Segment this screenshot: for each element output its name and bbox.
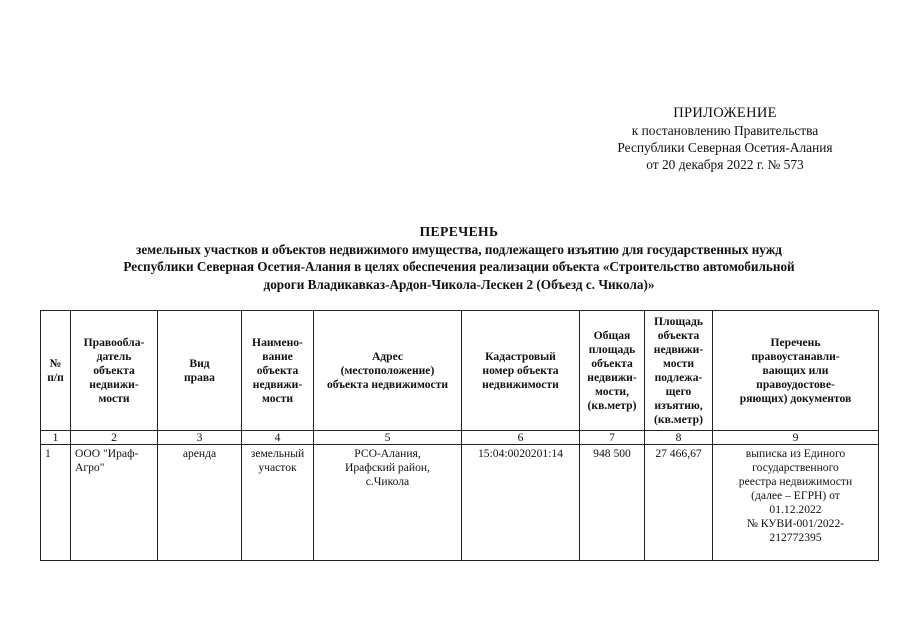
- cell-text-line: правоустанавли-: [751, 349, 840, 363]
- cell-text-line: реестра недвижимости: [738, 475, 853, 488]
- header-cell: [314, 311, 462, 431]
- total-area-cell: [580, 445, 645, 561]
- header-cell: [645, 311, 713, 431]
- address-cell: [314, 445, 462, 561]
- cell-text-line: права: [184, 370, 215, 384]
- cell-text-line: 212772395: [769, 531, 822, 544]
- header-cell: [462, 311, 580, 431]
- cell-text-line: с.Чикола: [365, 475, 410, 488]
- cell-text-line: государственного: [752, 461, 839, 474]
- cell-text-line: мости,: [595, 384, 629, 398]
- cell-text-line: земельный: [250, 447, 305, 460]
- cell-text-line: объекта: [93, 363, 135, 377]
- cell-text-line: изъятию,: [654, 398, 703, 412]
- cell-text-line: (кв.метр): [654, 412, 703, 426]
- cell-text-line: Ирафский район,: [345, 461, 430, 474]
- cell-text-line: п/п: [47, 370, 64, 384]
- cell-text-line: ряющих) документов: [739, 391, 852, 405]
- cell-text-line: объекта: [256, 363, 299, 377]
- table-header-row: [41, 311, 879, 431]
- column-number: 8: [645, 431, 713, 445]
- column-number: 2: [71, 431, 158, 445]
- appendix-line: Республики Северная Осетия-Алания: [617, 140, 833, 155]
- cell-text-line: объекта: [657, 328, 700, 342]
- cell-text-line: недвижи-: [89, 377, 139, 391]
- appendix-block: [560, 105, 890, 173]
- cell-text-line: объекта: [591, 356, 633, 370]
- cell-text-line: Агро": [75, 461, 105, 474]
- right-type-cell: [158, 445, 242, 561]
- header-cell: [580, 311, 645, 431]
- seized-area-cell: [645, 445, 713, 561]
- cell-text-line: Вид: [189, 356, 210, 370]
- title-line: дороги Владикавказ-Ардон-Чикола-Лескен 2 (Объезд с. Чикола)»: [263, 276, 655, 292]
- cadastral-number-cell: [462, 445, 580, 561]
- cell-text-line: аренда: [182, 447, 217, 460]
- cell-text-line: подлежа-: [654, 370, 703, 384]
- cell-text-line: Площадь: [654, 314, 703, 328]
- cell-text-line: мости: [98, 391, 130, 405]
- cell-text-line: Правообла-: [83, 335, 145, 349]
- cell-text-line: вающих или: [762, 363, 829, 377]
- cell-text-line: 15:04:0020201:14: [477, 447, 564, 460]
- cell-text-line: мости: [261, 391, 294, 405]
- cell-text-line: 01.12.2022: [769, 503, 822, 516]
- cell-text-line: участок: [258, 461, 297, 474]
- documents-cell: [713, 445, 879, 561]
- cell-text-line: 948 500: [593, 447, 631, 460]
- header-cell: [713, 311, 879, 431]
- title-heading: ПЕРЕЧЕНЬ: [419, 224, 499, 239]
- cell-text-line: мости: [662, 356, 695, 370]
- column-number: 6: [462, 431, 580, 445]
- cell-text-line: объекта недвижимости: [326, 377, 449, 391]
- cell-text-line: щего: [665, 384, 692, 398]
- column-number: 4: [242, 431, 314, 445]
- cell-text-line: датель: [96, 349, 132, 363]
- column-number-row: [41, 431, 879, 445]
- column-number: 5: [314, 431, 462, 445]
- cell-text-line: недвижи-: [587, 370, 637, 384]
- cell-text-line: ООО "Ираф-: [75, 447, 139, 460]
- cell-text-line: выписка из Единого: [745, 447, 846, 460]
- title-line: земельных участков и объектов недвижимого имущества, подлежащего изъятию для государственных нужд: [136, 241, 782, 257]
- column-number: 7: [580, 431, 645, 445]
- document-title: [40, 223, 878, 293]
- cell-text-line: недвижимости: [482, 377, 559, 391]
- header-cell: [158, 311, 242, 431]
- appendix-line: к постановлению Правительства: [631, 123, 819, 138]
- cell-text-line: вание: [262, 349, 293, 363]
- cell-text-line: 27 466,67: [655, 447, 702, 460]
- cell-text-line: (местоположение): [340, 363, 435, 377]
- cell-text-line: 1: [45, 447, 51, 460]
- property-table: [40, 310, 879, 561]
- cell-text-line: (кв.метр): [587, 398, 637, 412]
- cell-text-line: недвижи-: [653, 342, 704, 356]
- header-cell: [71, 311, 158, 431]
- cell-text-line: РСО-Алания,: [354, 447, 421, 460]
- cell-text-line: № КУВИ-001/2022-: [746, 517, 845, 530]
- title-line: Республики Северная Осетия-Алания в целях обеспечения реализации объекта «Строительство автомобильной: [123, 259, 795, 274]
- cell-text-line: Кадастровый: [485, 349, 556, 363]
- appendix-line: от 20 декабря 2022 г. № 573: [646, 157, 804, 172]
- cell-text-line: площадь: [588, 342, 636, 356]
- table-row: [41, 445, 879, 561]
- owner-cell: [71, 445, 158, 561]
- column-number: 9: [713, 431, 879, 445]
- cell-text-line: (далее – ЕГРН) от: [751, 489, 840, 502]
- object-name-cell: [242, 445, 314, 561]
- cell-text-line: Общая: [593, 328, 631, 342]
- appendix-heading: ПРИЛОЖЕНИЕ: [673, 105, 777, 121]
- header-cell: [41, 311, 71, 431]
- cell-text-line: №: [49, 356, 62, 370]
- cell-text-line: номер объекта: [482, 363, 559, 377]
- cell-text-line: правоудостове-: [756, 377, 835, 391]
- row-number-cell: [41, 445, 71, 561]
- cell-text-line: недвижи-: [252, 377, 303, 391]
- header-cell: [242, 311, 314, 431]
- cell-text-line: Наимено-: [252, 335, 303, 349]
- column-number: 1: [41, 431, 71, 445]
- column-number: 3: [158, 431, 242, 445]
- cell-text-line: Перечень: [770, 335, 821, 349]
- cell-text-line: Адрес: [371, 349, 404, 363]
